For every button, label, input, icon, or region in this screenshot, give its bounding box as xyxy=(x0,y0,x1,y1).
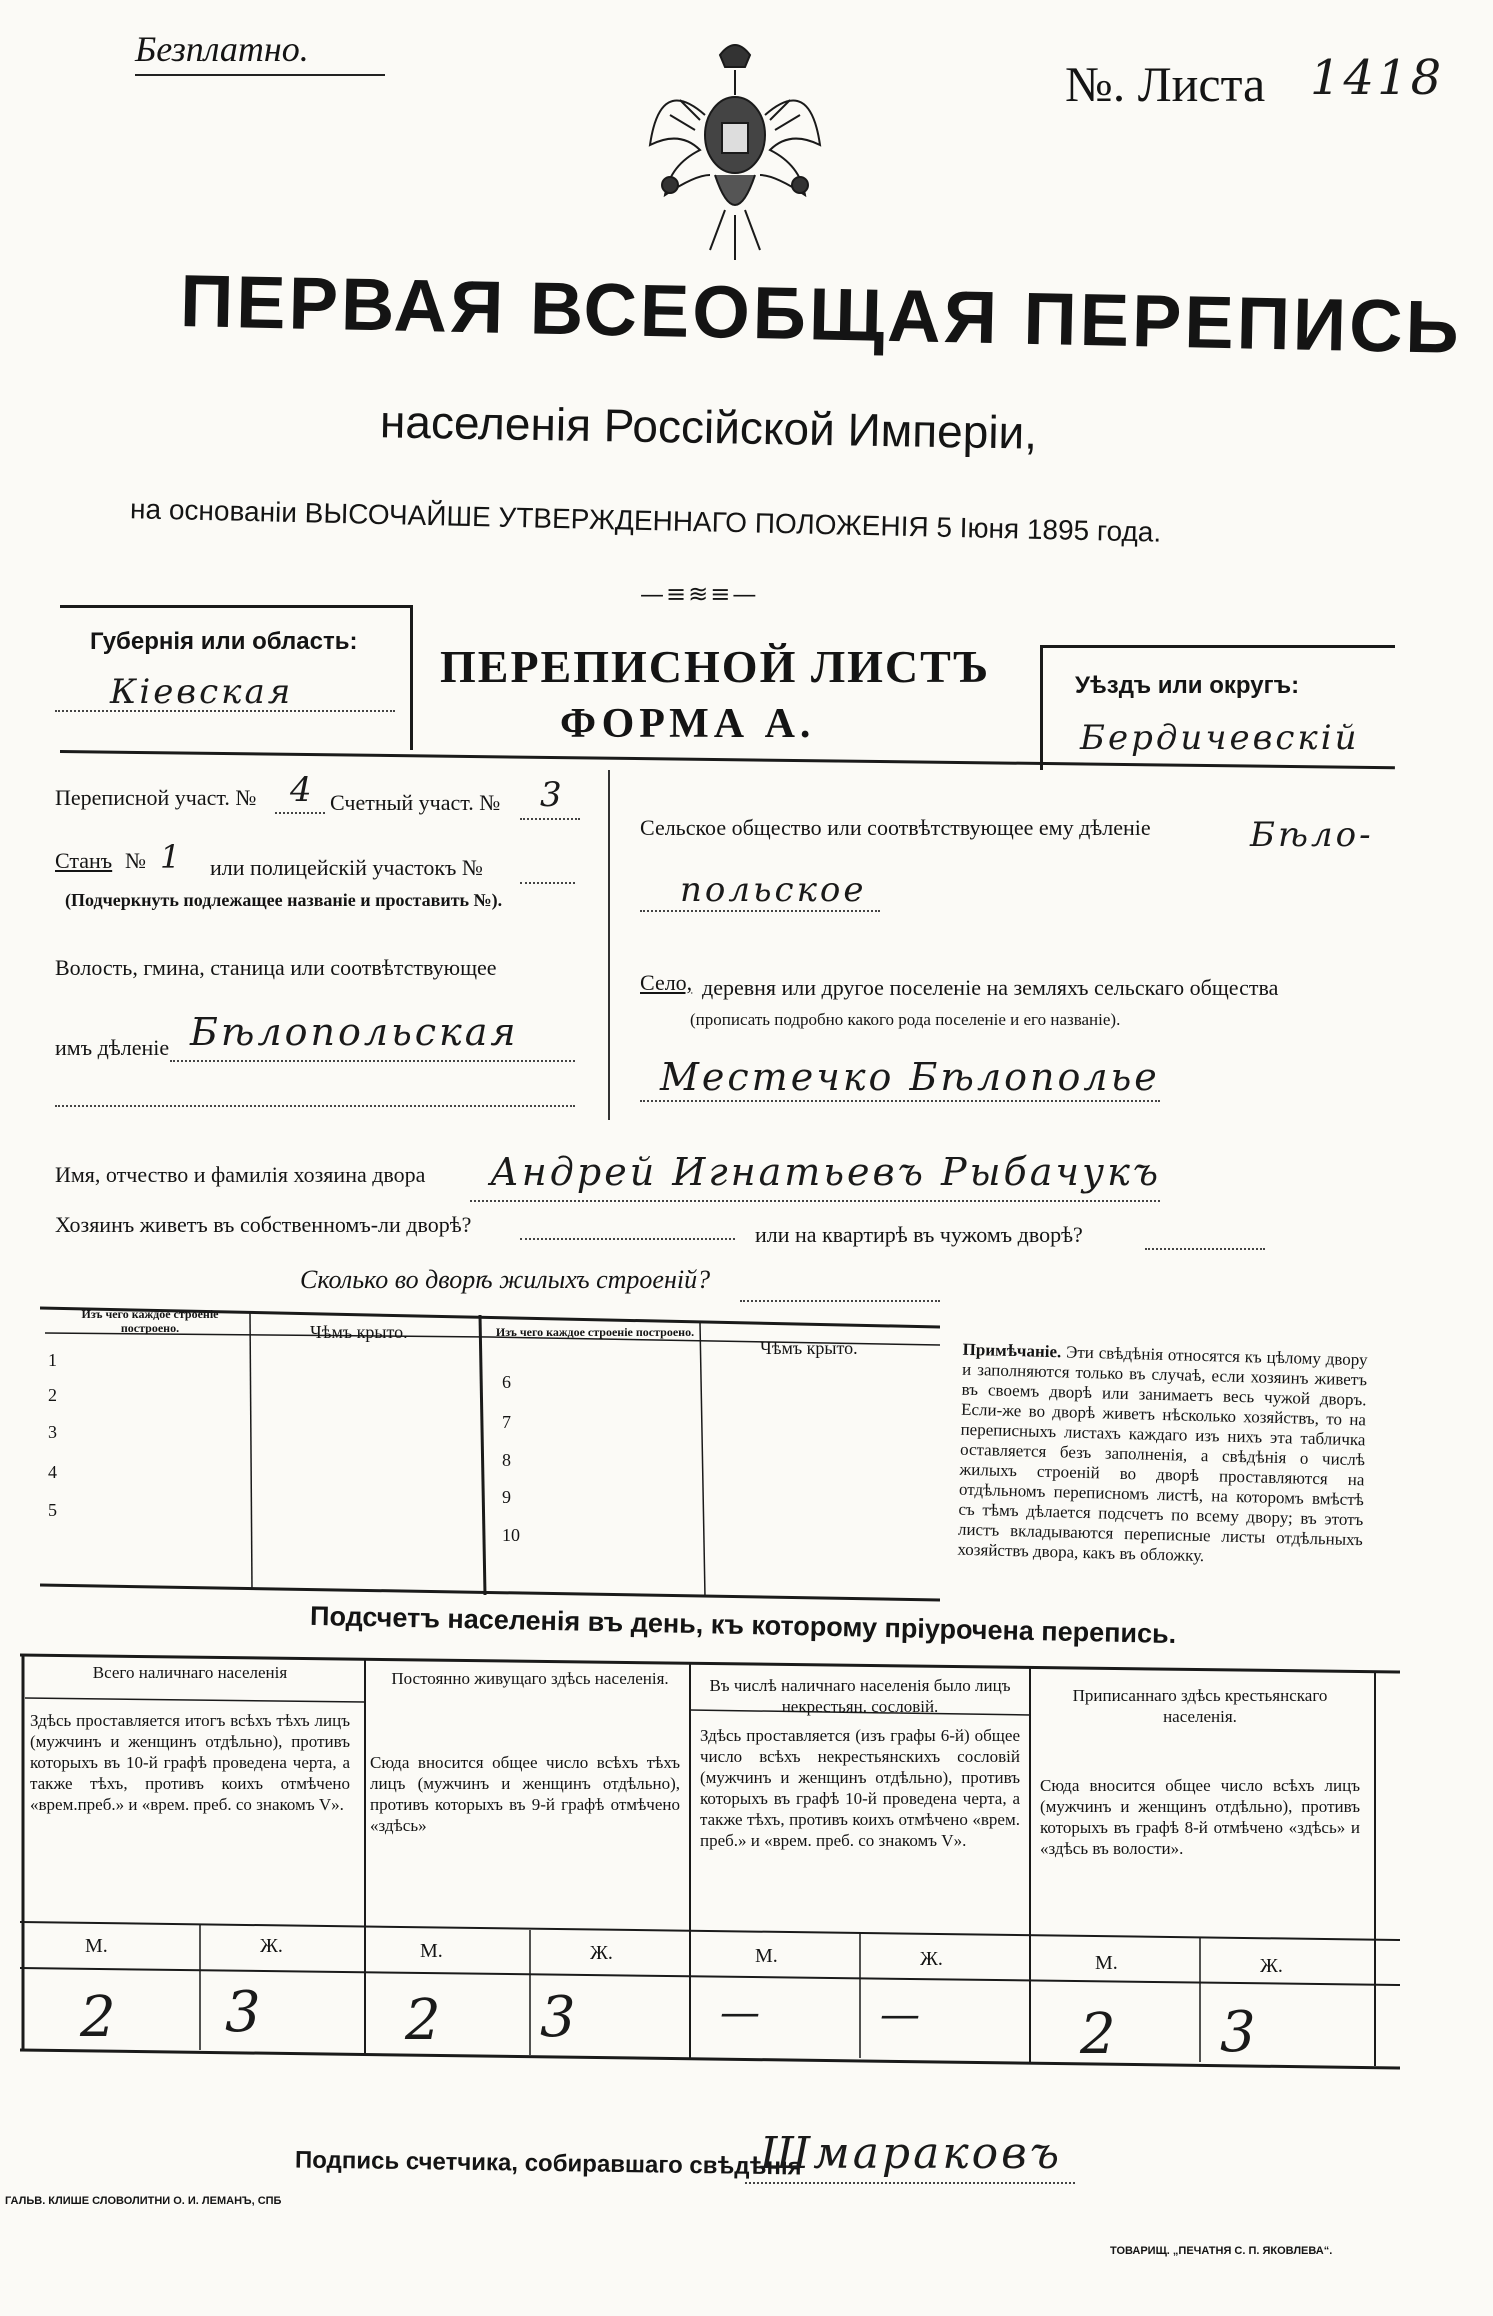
buildings-row-4: 4 xyxy=(48,1462,57,1482)
society-value-1: Бѣло- xyxy=(1250,815,1374,855)
census-section-value: 4 xyxy=(290,770,315,810)
count-col1-m-value: 2 xyxy=(80,1985,119,2050)
printer-left: ГАЛЬВ. КЛИШЕ СЛОВОЛИТНИ О. И. ЛЕМАНЪ, СПБ xyxy=(5,2195,282,2207)
count-col3-desc: Здѣсь проставляется (изъ графы 6-й) общее число всѣхъ некрестьянскихъ сословій (мужчинъ и женщинъ отдѣльно), противъ которыхъ въ графѣ 10-й проведена черта, а также тѣхъ, противъ коихъ отмѣчено «врем. преб.» и «врем. преб. со знакомъ V». xyxy=(700,1726,1020,1850)
form-title: ПЕРЕПИСНОЙ ЛИСТЪ xyxy=(440,641,991,692)
count-col1-desc: Здѣсь проставляется итогъ всѣхъ тѣхъ лицъ (мужчинъ и женщинъ отдѣльно), противъ которыхъ въ 10-й графѣ проведена черта, а также тѣхъ, противъ коихъ отмѣчено «врем.преб.» и «врем. преб. со знакомъ V». xyxy=(30,1711,350,1814)
count-col2-f-value: 3 xyxy=(540,1985,579,2050)
owner-name-dots xyxy=(470,1200,1160,1202)
census-section-dots xyxy=(275,812,325,814)
society-dots xyxy=(640,910,880,912)
stan-label-c: или полицейскій участокъ № xyxy=(210,855,483,880)
rent-dots xyxy=(1145,1248,1265,1250)
count-col2-desc: Сюда вносится общее число всѣхъ тѣхъ лицъ (мужчинъ и женщинъ отдѣльно), противъ которыхъ въ 9-й графѣ отмѣчено «здѣсь» xyxy=(370,1753,680,1835)
count-col3-f-value: — xyxy=(880,1992,923,2038)
legal-basis: на основаніи ВЫСОЧАЙШЕ УТВЕРЖДЕННАГО ПОЛОЖЕНІЯ 5 Іюня 1895 года. xyxy=(129,493,1162,548)
rent-label: или на квартирѣ въ чужомъ дворѣ? xyxy=(755,1222,1083,1247)
buildings-row-6: 6 xyxy=(502,1372,511,1392)
form-box-top-left xyxy=(60,605,410,608)
stan-dots xyxy=(520,882,575,884)
count-col1-m-label: М. xyxy=(85,1935,108,1957)
count-section-title: Подсчетъ населенія въ день, къ которому пріурочена перепись. xyxy=(309,1600,1177,1650)
count-col4-m-value: 2 xyxy=(1080,2002,1119,2067)
buildings-row-1: 1 xyxy=(48,1350,57,1370)
free-label: Безплатно. xyxy=(135,29,309,69)
form-box-divider-right xyxy=(1040,645,1043,770)
buildings-row-8: 8 xyxy=(502,1450,511,1470)
count-section-value: 3 xyxy=(540,775,565,815)
volost-label-1: Волость, гмина, станица или соотвѣтствующее xyxy=(55,955,497,980)
signature-dots xyxy=(745,2182,1075,2184)
buildings-row-10: 10 xyxy=(502,1525,520,1545)
sheet-number-label: №. Листа xyxy=(1065,56,1266,112)
count-section-dots xyxy=(520,818,580,820)
buildings-col-roof-left: Чѣмъ крыто. xyxy=(310,1322,408,1342)
district-value: Бердичевскій xyxy=(1080,718,1360,758)
own-yard-dots xyxy=(520,1238,735,1240)
volost-value: Бѣлопольская xyxy=(190,1010,519,1054)
buildings-question: Сколько во дворѣ жилыхъ строеній? xyxy=(300,1265,711,1294)
district-label: Уѣздъ или округъ: xyxy=(1075,672,1300,699)
buildings-row-2: 2 xyxy=(48,1385,57,1405)
fields-column-divider xyxy=(608,770,610,1120)
society-label: Сельское общество или соотвѣтствующее ему дѣленіе xyxy=(640,815,1151,840)
volost-dots-2 xyxy=(55,1105,575,1107)
village-label-a: Село, xyxy=(640,970,693,995)
stan-label-a: Станъ xyxy=(55,848,113,873)
stan-note: (Подчеркнуть подлежащее названіе и проставить №). xyxy=(65,890,503,910)
free-label-underline xyxy=(135,74,385,76)
page-subtitle: населенія Россійской Имперіи, xyxy=(379,395,1038,459)
society-value-2: польское xyxy=(680,870,867,910)
count-col3-m-label: М. xyxy=(755,1945,778,1967)
stan-value: 1 xyxy=(160,838,184,876)
volost-dots-1 xyxy=(170,1060,575,1062)
form-box-divider-left xyxy=(410,605,413,750)
count-col3-head: Въ числѣ наличнаго населенія было лицъ некрестьян. сословій. xyxy=(709,1676,1011,1716)
signature-label: Подпись счетчика, собиравшаго свѣдѣнія xyxy=(294,2146,802,2181)
buildings-note xyxy=(957,1340,1368,1571)
province-value: Кіевская xyxy=(110,672,294,712)
buildings-row-5: 5 xyxy=(48,1500,57,1520)
sheet-number-value: 1418 xyxy=(1310,50,1445,106)
buildings-col-built-left: Изъ чего каждое строеніе построено. xyxy=(81,1307,219,1335)
count-col4-desc: Сюда вносится общее число всѣхъ лицъ (мужчинъ и женщинъ отдѣльно), противъ которыхъ въ графѣ 8-й отмѣчено «здѣсь» и «здѣсь въ волости». xyxy=(1040,1776,1360,1858)
printer-right: ТОВАРИЩ. „ПЕЧАТНЯ С. П. ЯКОВЛЕВА“. xyxy=(1110,2245,1333,2257)
village-dots xyxy=(640,1100,1160,1102)
buildings-row-9: 9 xyxy=(502,1487,511,1507)
coat-of-arms-emblem xyxy=(640,35,830,265)
count-col3-m-value: — xyxy=(720,1990,763,2036)
village-value: Местечко Бѣлополье xyxy=(660,1055,1160,1099)
ornament-divider: —≡≋≡— xyxy=(640,580,759,608)
count-col2-m-value: 2 xyxy=(405,1988,444,2053)
count-col4-head: Приписаннаго здѣсь крестьянскаго населенія. xyxy=(1072,1686,1328,1726)
note-head: Примѣчаніе. xyxy=(962,1339,1062,1362)
village-note: (прописать подробно какого рода поселеніе и его названіе). xyxy=(690,1010,1121,1029)
count-col4-f-label: Ж. xyxy=(1260,1955,1283,1977)
count-col2-m-label: М. xyxy=(420,1940,443,1962)
count-col4-m-label: М. xyxy=(1095,1952,1118,1974)
census-section-label: Переписной участ. № xyxy=(55,785,257,810)
buildings-col-built-right: Изъ чего каждое строеніе построено. xyxy=(495,1325,695,1339)
count-col4-f-value: 3 xyxy=(1220,2000,1259,2065)
count-col2-head: Постоянно живущаго здѣсь населенія. xyxy=(391,1669,669,1688)
own-yard-label: Хозяинъ живетъ въ собственномъ-ли дворѣ? xyxy=(55,1212,472,1237)
owner-name-label: Имя, отчество и фамилія хозяина двора xyxy=(55,1162,426,1187)
buildings-row-3: 3 xyxy=(48,1422,57,1442)
count-col1-head: Всего наличнаго населенія xyxy=(92,1663,288,1682)
volost-label-2: имъ дѣленіе xyxy=(55,1035,170,1060)
buildings-row-7: 7 xyxy=(502,1412,511,1432)
owner-name-value: Андрей Игнатьевъ Рыбачукъ xyxy=(490,1150,1162,1194)
signature-value: Шмараковъ xyxy=(760,2128,1063,2179)
form-box-top-right xyxy=(1040,645,1395,648)
province-dotted-line xyxy=(55,710,395,712)
buildings-dots xyxy=(740,1300,940,1302)
province-label: Губернія или область: xyxy=(90,628,358,655)
count-col1-f-value: 3 xyxy=(225,1980,264,2045)
page-title: ПЕРВАЯ ВСЕОБЩАЯ ПЕРЕПИСЬ xyxy=(179,259,1463,369)
note-text: Эти свѣдѣнія относятся къ цѣлому двору и заполняются только въ случаѣ, если хозяинъ живетъ въ своемъ дворѣ или занимаетъ весь чужой дворъ. Если-же во дворѣ живетъ нѣсколько хозяйствъ, то на переписныхъ листахъ каждаго изъ нихъ эта табличка оставляется безъ заполненія, а свѣдѣнія о числѣ жилыхъ строеній во дворѣ проставляются на отдѣльномъ переписномъ листѣ, на которомъ вмѣстѣ съ тѣмъ дѣлается подсчетъ по всему двору; въ этотъ листъ вкладываются переписные листы отдѣльныхъ хозяйствъ двора, какъ въ обложку. xyxy=(957,1342,1368,1566)
form-subtitle: ФОРМА А. xyxy=(560,701,816,747)
buildings-col-roof-right: Чѣмъ крыто. xyxy=(760,1338,858,1358)
count-col3-f-label: Ж. xyxy=(920,1948,943,1970)
village-label-b: деревня или другое поселеніе на земляхъ сельскаго общества xyxy=(702,975,1279,1000)
count-col1-f-label: Ж. xyxy=(260,1935,283,1957)
count-col2-f-label: Ж. xyxy=(590,1942,613,1964)
count-section-label: Счетный участ. № xyxy=(330,790,501,815)
stan-label-b: № xyxy=(125,848,146,873)
